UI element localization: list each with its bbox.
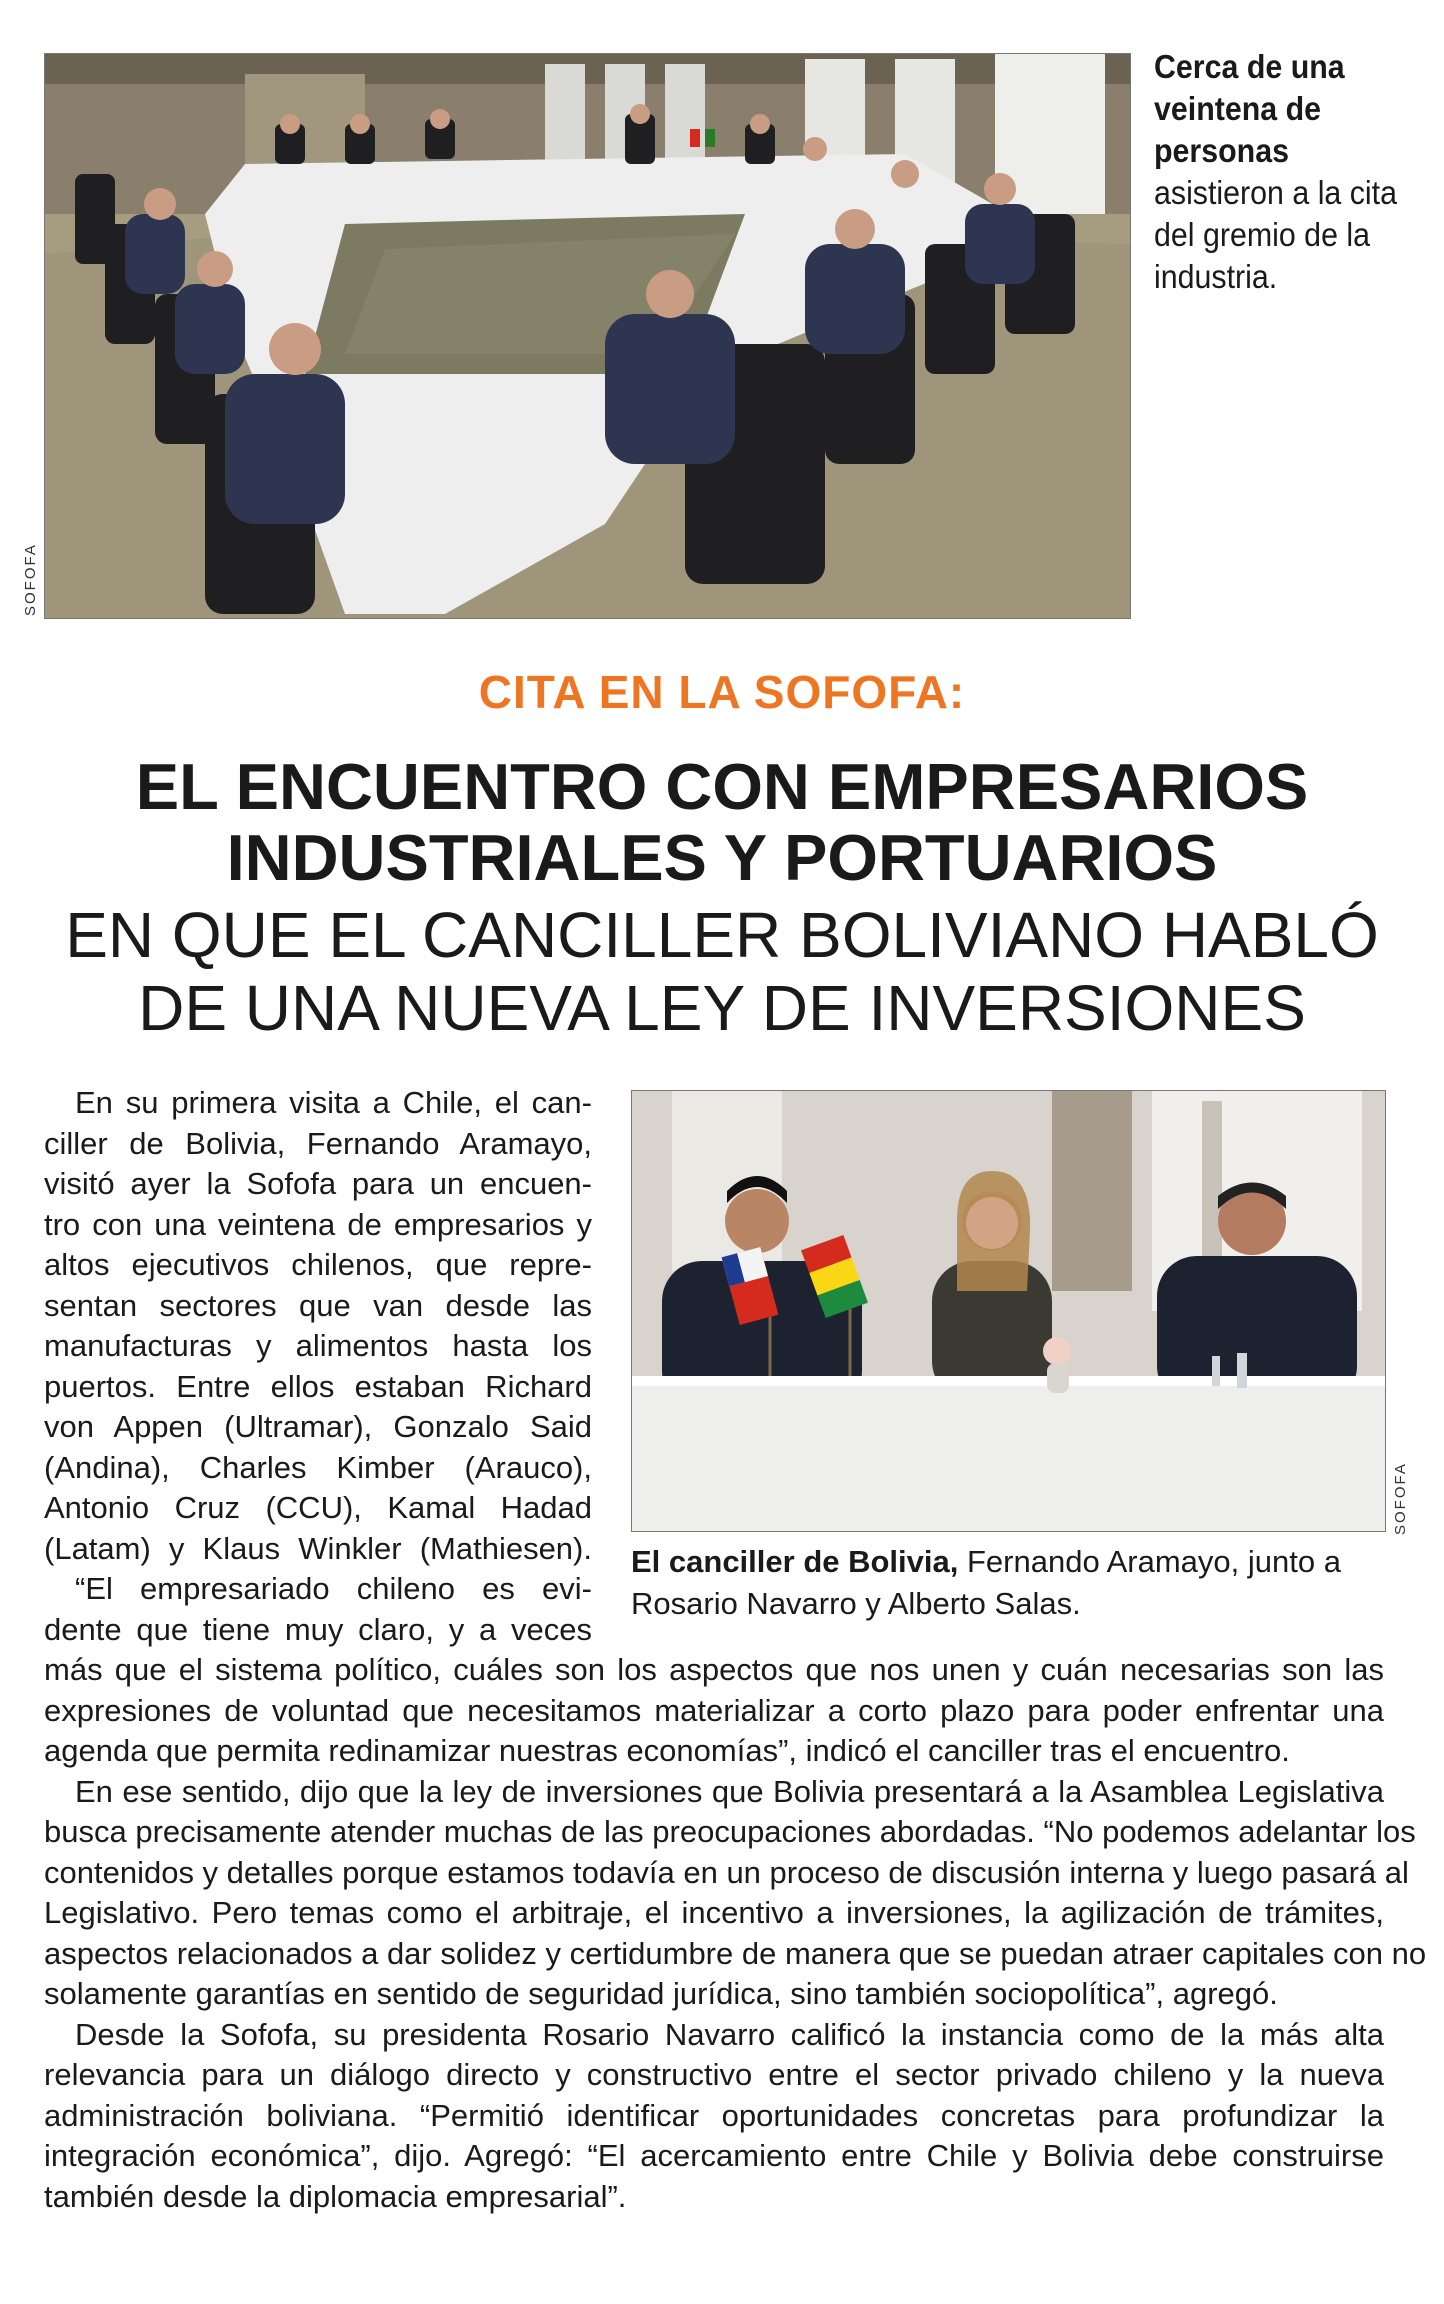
body-line: aspectos relacionados a dar solidez y certidumbre de manera que se puedan atraer capitales con no — [44, 1935, 1427, 1971]
body-line: Antonio Cruz (CCU), Kamal Hadad — [44, 1490, 592, 1525]
body-line: ciller de Bolivia, Fernando Aramayo, — [44, 1125, 592, 1161]
body-line: “El empresariado chileno es evi- — [44, 1571, 592, 1606]
body-line: tro con una veintena de empresarios y — [44, 1206, 592, 1242]
body-line: dente que tiene muy claro, y a veces — [44, 1611, 592, 1647]
body-line: sentan sectores que van desde las — [44, 1287, 592, 1323]
body-line: relevancia para un diálogo directo y constructivo entre el sector privado chileno y la nueva — [44, 2057, 1384, 2092]
body-line: Legislativo. Pero temas como el arbitraje, el incentivo a inversiones, la agilización de trámites, — [44, 1895, 1384, 1930]
body-line: altos ejecutivos chilenos, que repre- — [44, 1247, 592, 1282]
meeting-photo — [44, 53, 1131, 619]
headline-line: EL ENCUENTRO CON EMPRESARIOS — [135, 750, 1309, 823]
body-line: (Andina), Charles Kimber (Arauco), — [44, 1449, 592, 1485]
body-line: administración boliviana. “Permitió identificar oportunidades concretas para profundizar la — [44, 2097, 1384, 2133]
caption-text: asistieron a la cita del gremio de la industria. — [1154, 174, 1398, 295]
caption-lead: El canciller de Bolivia, — [631, 1544, 959, 1579]
body-line: Desde la Sofofa, su presidenta Rosario Navarro calificó la instancia como de la más alta — [44, 2016, 1384, 2052]
caption-text: Rosario Navarro y Alberto Salas. — [631, 1586, 1081, 1621]
body-line: busca precisamente atender muchas de las preocupaciones abordadas. “No podemos adelantar los — [44, 1814, 1416, 1849]
body-line: visitó ayer la Sofofa para un encuen- — [44, 1166, 592, 1201]
article-body-narrow — [44, 1083, 592, 1650]
subheadline-line: DE UNA NUEVA LEY DE INVERSIONES — [138, 972, 1306, 1044]
photo-caption — [631, 1541, 1384, 1625]
body-line: En su primera visita a Chile, el can- — [44, 1085, 592, 1120]
canciller-illustration — [632, 1091, 1385, 1531]
body-line: más que el sistema político, cuáles son los aspectos que nos unen y cuán necesarias son las — [44, 1652, 1384, 1687]
body-line: manufacturas y alimentos hasta los — [44, 1328, 592, 1363]
body-line: agenda que permita redinamizar nuestras economías”, indicó el canciller tras el encuentro. — [44, 1733, 1290, 1768]
meeting-room-illustration — [45, 54, 1130, 618]
body-line: solamente garantías en sentido de seguridad jurídica, sino también sociopolítica”, agregó. — [44, 1976, 1278, 2011]
article-body-wide — [44, 1650, 1427, 2217]
subheadline-line: EN QUE EL CANCILLER BOLIVIANO HABLÓ — [65, 899, 1379, 971]
body-line: expresiones de voluntad que necesitamos materializar a corto plazo para poder enfrentar una — [44, 1692, 1384, 1728]
photo-caption — [1154, 46, 1402, 298]
body-line: puertos. Entre ellos estaban Richard — [44, 1368, 592, 1404]
kicker: CITA EN LA SOFOFA: — [478, 666, 966, 718]
body-line: von Appen (Ultramar), Gonzalo Said — [44, 1409, 592, 1444]
body-line: contenidos y detalles porque estamos todavía en un proceso de discusión interna y luego pasará al — [44, 1854, 1409, 1890]
headline-line: INDUSTRIALES Y PORTUARIOS — [226, 821, 1218, 894]
body-line: En ese sentido, dijo que la ley de inversiones que Bolivia presentará a la Asamblea Legislativa — [44, 1773, 1384, 1809]
photo-credit: SOFOFA — [1392, 1462, 1409, 1535]
caption-lead: Cerca de una veintena de personas — [1154, 48, 1345, 169]
photo-credit: SOFOFA — [22, 543, 39, 616]
canciller-photo — [631, 1090, 1386, 1532]
body-line: también desde la diplomacia empresarial”. — [44, 2178, 627, 2214]
caption-text: Fernando Aramayo, junto a — [958, 1544, 1341, 1579]
body-line: (Latam) y Klaus Winkler (Mathiesen). — [44, 1530, 592, 1566]
body-line: integración económica”, dijo. Agregó: “El acercamiento entre Chile y Bolivia debe construirse — [44, 2138, 1384, 2173]
